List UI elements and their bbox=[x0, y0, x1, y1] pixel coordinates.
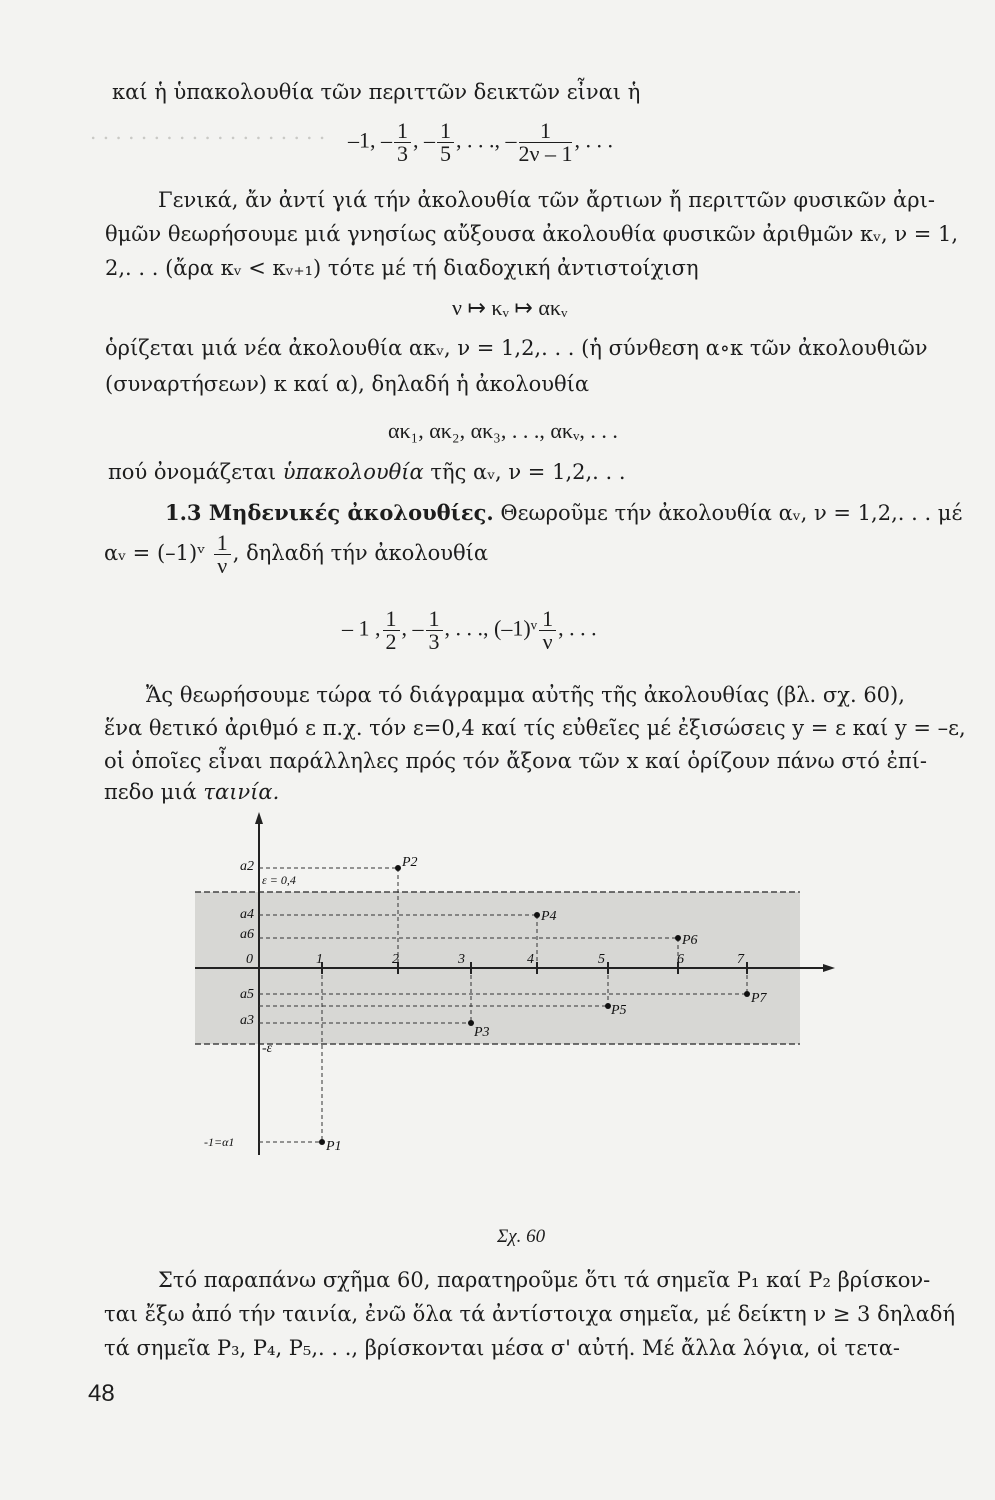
label-p4: P4 bbox=[541, 909, 557, 924]
denominator: 3 bbox=[428, 629, 440, 654]
text-span: θμῶν θεωρήσουμε μιά γνησίως αὔξουσα ἀκολουθία φυσικῶν ἀριθμῶν κ bbox=[105, 222, 874, 246]
formula-text: , – bbox=[401, 615, 424, 641]
fraction bbox=[426, 608, 443, 653]
text-line bbox=[104, 780, 279, 804]
emphasis-subsequence: ὑπακολουθία bbox=[282, 460, 424, 484]
x-label-4: 4 bbox=[527, 952, 534, 967]
point-p4 bbox=[534, 912, 540, 918]
label-p1: P1 bbox=[326, 1139, 342, 1154]
label-a1: -1=α1 bbox=[204, 1135, 235, 1149]
denominator: 2 bbox=[385, 629, 397, 654]
formula-text: – 1 , bbox=[342, 615, 381, 641]
text-span: Θεωροῦμε τήν ἀκολουθία αᵥ, ν = 1,2,. . . μέ bbox=[493, 501, 963, 525]
text-line: ὁρίζεται μιά νέα ἀκολουθία ακᵥ, ν = 1,2,. . . (ἡ σύνθεση α∘κ τῶν ἀκολουθιῶν bbox=[105, 336, 928, 360]
formula-odd-subsequence bbox=[348, 120, 613, 165]
formula-text: αᵥ = (–1)ᵛ bbox=[104, 541, 206, 565]
section-heading-line bbox=[165, 500, 962, 525]
fraction bbox=[214, 532, 231, 577]
text-line bbox=[104, 532, 488, 577]
text-line: 2,. . . (ἄρα κᵥ < κᵥ₊₁) τότε μέ τή διαδοχική ἀντιστοίχιση bbox=[105, 256, 699, 280]
numerator: 1 bbox=[437, 120, 454, 143]
text-line: Ἄς θεωρήσουμε τώρα τό διάγραμμα αὐτῆς τῆς ἀκολουθίας (βλ. σχ. 60), bbox=[146, 683, 905, 707]
text-line bbox=[105, 222, 958, 246]
fraction bbox=[539, 608, 556, 653]
bleed-through-text: . . . . . . . . . . . . . . . . . . . bbox=[90, 120, 326, 144]
text-line: τά σημεῖα P₃, P₄, P₅,. . ., βρίσκονται μέσα σ' αὐτή. Μέ ἄλλα λόγια, οἱ τετα- bbox=[104, 1336, 900, 1360]
denominator: ν bbox=[542, 629, 553, 654]
formula-text: , . . ., (–1)ᵛ bbox=[444, 615, 538, 641]
label-a3: a3 bbox=[240, 1013, 254, 1028]
numerator: 1 bbox=[214, 532, 231, 555]
label-p5: P5 bbox=[611, 1003, 627, 1018]
label-p7: P7 bbox=[751, 991, 767, 1006]
text-span: πού ὀνομάζεται bbox=[108, 460, 283, 484]
x-axis-arrow-icon bbox=[823, 964, 835, 972]
label-a2: a2 bbox=[240, 859, 254, 874]
x-label-3: 3 bbox=[458, 952, 465, 967]
label-p6: P6 bbox=[682, 933, 698, 948]
formula-alternating-sequence bbox=[342, 608, 597, 653]
formula-text: , . . ., – bbox=[456, 127, 517, 153]
text-span: πεδο μιά bbox=[104, 780, 204, 804]
fraction bbox=[383, 608, 400, 653]
text-span: ᵥ, ν = 1, bbox=[873, 222, 959, 246]
denominator: 5 bbox=[440, 141, 451, 166]
fraction bbox=[394, 120, 411, 165]
label-epsilon: ε = 0,4 bbox=[262, 873, 296, 887]
denominator: 2ν – 1 bbox=[518, 141, 573, 166]
numerator: 1 bbox=[519, 120, 573, 143]
label-a4: a4 bbox=[240, 907, 254, 922]
label-origin: 0 bbox=[246, 952, 253, 967]
figure-caption: Σχ. 60 bbox=[497, 1226, 546, 1247]
x-label-7: 7 bbox=[737, 952, 744, 967]
x-label-6: 6 bbox=[677, 952, 684, 967]
point-p2 bbox=[395, 865, 401, 871]
page-number: 48 bbox=[88, 1380, 115, 1407]
label-a5: a5 bbox=[240, 987, 254, 1002]
numerator: 1 bbox=[426, 608, 443, 631]
label-p2: P2 bbox=[402, 855, 418, 870]
label-neg-epsilon: -ε bbox=[262, 1041, 273, 1056]
text-span: , δηλαδή τήν ἀκολουθία bbox=[232, 541, 489, 565]
numerator: 1 bbox=[539, 608, 556, 631]
formula-subsequence: ακ₁, ακ₂, ακ₃, . . ., ακᵥ, . . . bbox=[388, 418, 618, 443]
y-axis-arrow-icon bbox=[255, 812, 263, 824]
text-line: ἕνα θετικό ἀριθμό ε π.χ. τόν ε=0,4 καί τίς εὐθεῖες μέ ἐξισώσεις y = ε καί y = –ε, bbox=[104, 716, 966, 740]
emphasis-band: ταινία. bbox=[203, 780, 280, 804]
x-label-2: 2 bbox=[392, 952, 399, 967]
text-line: Στό παραπάνω σχῆμα 60, παρατηροῦμε ὅτι τά σημεῖα P₁ καί P₂ βρίσκον- bbox=[158, 1268, 931, 1292]
text-line: ται ἔξω ἀπό τήν ταινία, ἐνῶ ὅλα τά ἀντίστοιχα σημεῖα, μέ δείκτη ν ≥ 3 δηλαδή bbox=[104, 1302, 956, 1326]
text-line bbox=[108, 460, 626, 484]
formula-text: , . . . bbox=[574, 127, 613, 153]
denominator: ν bbox=[217, 553, 228, 578]
section-heading: 1.3 Μηδενικές ἀκολουθίες. bbox=[165, 500, 494, 525]
formula-composition-map: ν ↦ κᵥ ↦ ακᵥ bbox=[452, 295, 568, 320]
text-line: (συναρτήσεων) κ καί α), δηλαδή ἡ ἀκολουθία bbox=[105, 372, 590, 396]
x-label-1: 1 bbox=[316, 952, 323, 967]
denominator: 3 bbox=[397, 141, 408, 166]
point-p1 bbox=[319, 1139, 325, 1145]
text-span: τῆς αᵥ, ν = 1,2,. . . bbox=[423, 460, 626, 484]
point-p7 bbox=[744, 991, 750, 997]
formula-text: –1, – bbox=[348, 127, 392, 153]
text-line: Γενικά, ἄν ἀντί γιά τήν ἀκολουθία τῶν ἄρτιων ἤ περιττῶν φυσικῶν ἀρι- bbox=[158, 188, 935, 212]
fraction bbox=[519, 120, 573, 165]
label-a6: a6 bbox=[240, 927, 254, 942]
formula-text: , . . . bbox=[558, 615, 597, 641]
sequence-diagram bbox=[180, 810, 840, 1230]
numerator: 1 bbox=[383, 608, 400, 631]
point-p6 bbox=[675, 935, 681, 941]
formula-text: , – bbox=[413, 127, 435, 153]
text-line: καί ἡ ὑπακολουθία τῶν περιττῶν δεικτῶν εἶναι ἡ bbox=[112, 80, 641, 104]
fraction bbox=[437, 120, 454, 165]
x-label-5: 5 bbox=[598, 952, 605, 967]
numerator: 1 bbox=[394, 120, 411, 143]
label-p3: P3 bbox=[474, 1025, 490, 1040]
text-line: οἱ ὁποῖες εἶναι παράλληλες πρός τόν ἄξονα τῶν x καί ὁρίζουν πάνω στό ἐπί- bbox=[104, 749, 928, 773]
